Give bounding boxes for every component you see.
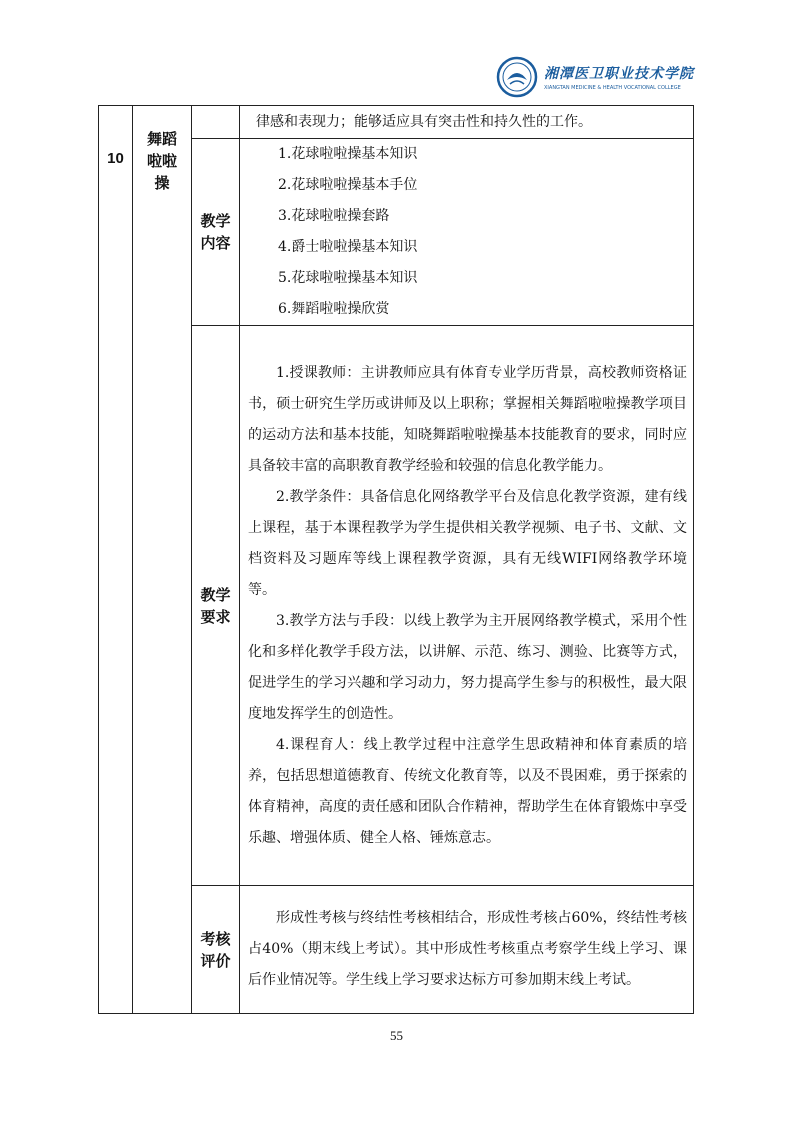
assessment-cell	[240, 886, 694, 1014]
assessment-label	[192, 886, 240, 1014]
intro-cell	[240, 106, 694, 139]
intro-text: 律感和表现力；能够适应具有突击性和持久性的工作。	[256, 113, 592, 130]
list-item: 2.花球啦啦操基本手位	[278, 177, 418, 193]
project-name-line: 舞蹈	[146, 130, 177, 148]
assessment-label-line: 考核	[200, 929, 231, 948]
list-item: 6.舞蹈啦啦操欣赏	[278, 301, 390, 317]
project-name-line: 操	[154, 174, 170, 192]
requirement-paragraph: 3.教学方法与手段：以线上教学为主开展网络教学模式，采用个性化和多样化教学手段方法，以讲解、示范、练习、测验、比赛等方式，促进学生的学习兴趣和学习动力，努力提高学生参与的积极性，最大限度地发挥学生的创造性。	[248, 612, 687, 722]
requirements-label	[192, 326, 240, 886]
list-item: 3.花球啦啦操套路	[278, 208, 390, 224]
page-number: 55	[390, 1028, 403, 1043]
requirements-label-line: 教学	[200, 585, 231, 604]
course-table	[98, 105, 694, 1014]
assessment-text: 形成性考核与终结性考核相结合，形成性考核占60%，终结性考核占40%（期末线上考试）。其中形成性考核重点考察学生线上学习、课后作业情况等。学生线上学习要求达标方可参加期末线上考试。	[248, 910, 687, 988]
college-logo	[496, 54, 694, 100]
row-number: 10	[99, 106, 133, 1014]
requirement-paragraph: 4.课程育人：线上教学过程中注意学生思政精神和体育素质的培养，包括思想道德教育、传统文化教育等，以及不畏困难，勇于探索的体育精神，高度的责任感和团队合作精神，帮助学生在体育锻炼中享受乐趣、增强体质、健全人格、锤炼意志。	[248, 736, 687, 846]
empty-label-cell	[192, 106, 240, 139]
college-name-cn: 湘潭医卫职业技术学院	[544, 66, 694, 82]
requirements-label-line: 要求	[200, 607, 231, 626]
table-row	[99, 106, 694, 139]
list-item: 1.花球啦啦操基本知识	[278, 146, 418, 162]
content-cell	[240, 139, 694, 326]
list-item: 5.花球啦啦操基本知识	[278, 270, 418, 286]
list-item: 4.爵士啦啦操基本知识	[278, 239, 418, 255]
requirements-cell	[240, 326, 694, 886]
content-label-line: 教学	[200, 212, 231, 230]
college-emblem-icon	[496, 56, 538, 98]
project-name-line: 啦啦	[146, 152, 177, 170]
content-label	[192, 139, 240, 326]
content-label-line: 内容	[200, 234, 231, 252]
assessment-label-line: 评价	[200, 951, 231, 970]
requirement-paragraph: 2.教学条件：具备信息化网络教学平台及信息化教学资源，建有线上课程，基于本课程教学为学生提供相关教学视频、电子书、文献、文档资料及习题库等线上课程教学资源，具有无线WIFI网络教学环境等。	[248, 488, 687, 598]
requirement-paragraph: 1.授课教师：主讲教师应具有体育专业学历背景，高校教师资格证书，硕士研究生学历或讲师及以上职称；掌握相关舞蹈啦啦操教学项目的运动方法和基本技能，知晓舞蹈啦啦操基本技能教育的要求，同时应具备较丰富的高职教育教学经验和较强的信息化教学能力。	[248, 364, 687, 474]
project-name	[133, 106, 192, 1014]
college-name-en: XIANGTAN MEDICINE & HEALTH VOCATIONAL COLLEGE	[544, 85, 681, 91]
